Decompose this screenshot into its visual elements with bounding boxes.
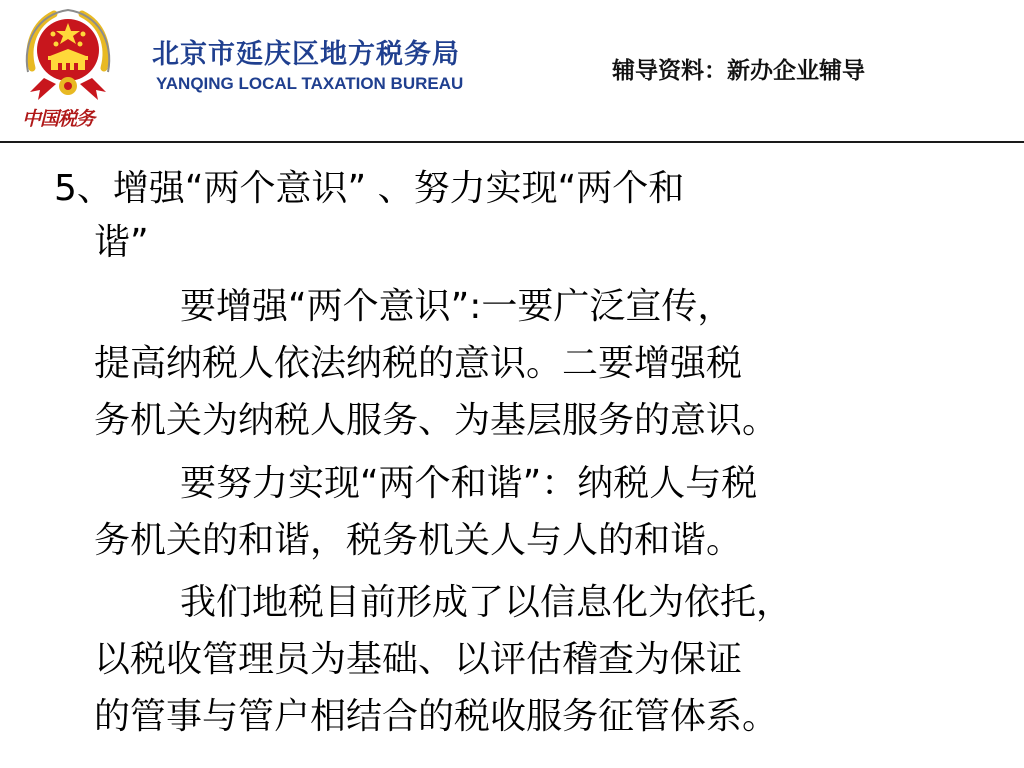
paragraph-line: 我们地税目前形成了以信息化为依托，: [180, 582, 793, 623]
national-emblem-icon: [18, 6, 118, 106]
paragraph-line: 要努力实现“两个和谐”：纳税人与税: [180, 463, 758, 504]
org-name-english: YANQING LOCAL TAXATION BUREAU: [156, 74, 464, 93]
paragraph-line: 务机关为纳税人服务、为基层服务的意识。: [94, 400, 779, 441]
document-category: 辅导资料：新办企业辅导: [612, 58, 865, 84]
section-heading-line-1: 5、增强“两个意识” 、努力实现“两个和: [54, 168, 685, 209]
section-heading-line-2: 谐”: [94, 222, 149, 263]
paragraph-line: 提高纳税人依法纳税的意识。二要增强税: [94, 343, 743, 384]
paragraph-line: 要增强“两个意识”:一要广泛宣传，: [180, 286, 734, 327]
org-name-chinese: 北京市延庆区地方税务局: [152, 39, 460, 70]
paragraph-line: 的管事与管户相结合的税收服务征管体系。: [94, 696, 779, 737]
slide-header: [0, 0, 1024, 142]
header-divider: [0, 141, 1024, 143]
paragraph-line: 以税收管理员为基础、以评估稽查为保证: [94, 639, 743, 680]
paragraph-line: 务机关的和谐，税务机关人与人的和谐。: [94, 520, 743, 561]
brand-script-logo: 中国税务: [22, 108, 95, 130]
